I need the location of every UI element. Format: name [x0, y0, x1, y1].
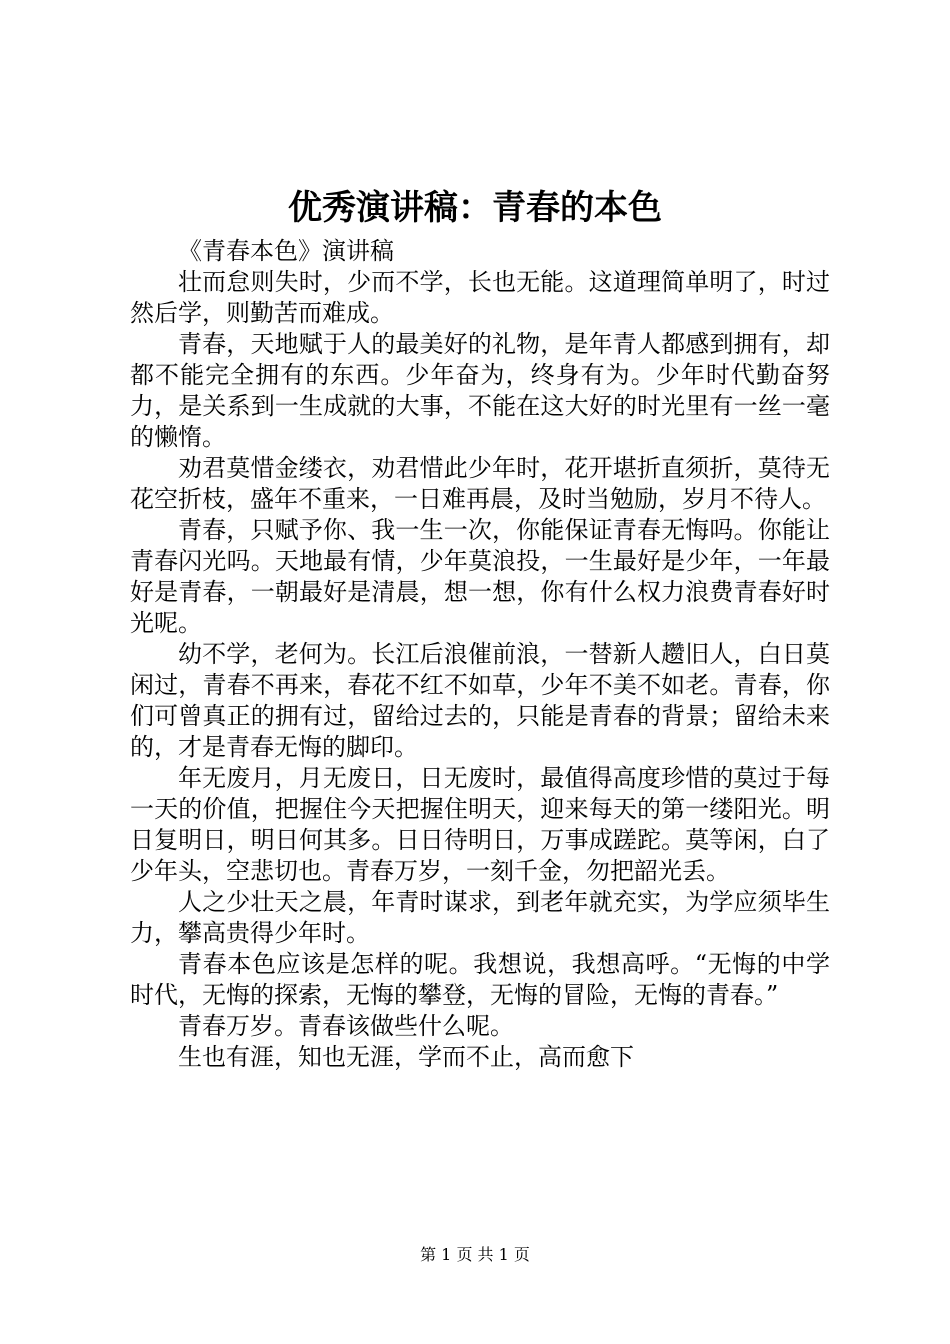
paragraph: 幼不学，老何为。长江后浪催前浪，一替新人趱旧人，白日莫闲过，青春不再来，春花不红不如草，少年不美不如老。青春，你们可曾真正的拥有过，留给过去的，只能是青春的背景；留给未来的，才是青春无悔的脚印。	[130, 640, 830, 761]
paragraph: 劝君莫惜金缕衣，劝君惜此少年时，花开堪折直须折，莫待无花空折枝，盛年不重来，一日难再晨，及时当勉励，岁月不待人。	[130, 454, 830, 513]
paragraph: 人之少壮天之晨，年青时谋求，到老年就充实，为学应须毕生力，攀高贵得少年时。	[130, 888, 830, 947]
document-body	[130, 236, 830, 1073]
paragraph: 年无废月，月无废日，日无废时，最值得高度珍惜的莫过于每一天的价值，把握住今天把握住明天，迎来每天的第一缕阳光。明日复明日，明日何其多。日日待明日，万事成蹉跎。莫等闲，白了少年头，空悲切也。青春万岁，一刻千金，勿把韶光丢。	[130, 764, 830, 885]
paragraph: 生也有涯，知也无涯，学而不止，高而愈下	[178, 1043, 634, 1071]
paragraph: 青春，天地赋于人的最美好的礼物，是年青人都感到拥有，却都不能完全拥有的东西。少年奋为，终身有为。少年时代勤奋努力，是关系到一生成就的大事，不能在这大好的时光里有一丝一毫的懒惰。	[130, 330, 830, 451]
document-title: 优秀演讲稿：青春的本色	[288, 188, 662, 228]
paragraph: 青春，只赋予你、我一生一次，你能保证青春无悔吗。你能让青春闪光吗。天地最有情，少年莫浪投，一生最好是少年，一年最好是青春，一朝最好是清晨，想一想，你有什么权力浪费青春好时光呢。	[130, 516, 830, 637]
page-footer: 第 1 页 共 1 页	[420, 1245, 530, 1264]
paragraph-subtitle: 《青春本色》演讲稿	[178, 237, 394, 265]
paragraph: 青春万岁。青春该做些什么呢。	[178, 1012, 514, 1040]
paragraph: 青春本色应该是怎样的呢。我想说，我想高呼。“无悔的中学时代，无悔的探索，无悔的攀登，无悔的冒险，无悔的青春。”	[130, 950, 830, 1009]
paragraph: 壮而怠则失时，少而不学，长也无能。这道理简单明了，时过然后学，则勤苦而难成。	[130, 268, 830, 327]
